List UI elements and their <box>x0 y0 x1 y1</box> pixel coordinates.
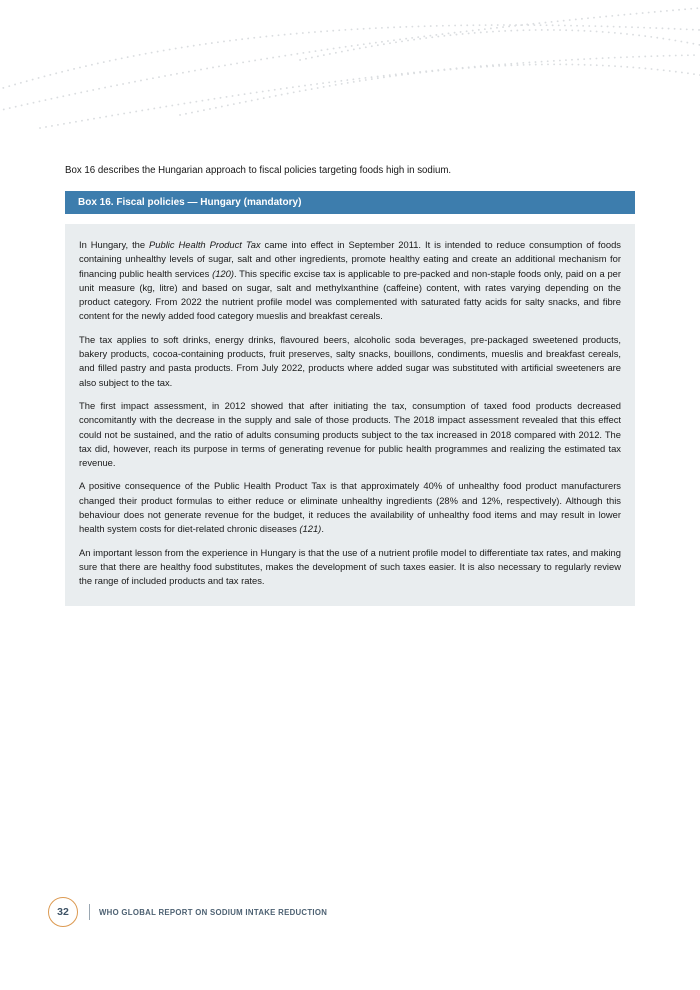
box-content <box>65 224 635 606</box>
box-paragraph: The first impact assessment, in 2012 showed that after initiating the tax, consumption of taxed food products decreased concomitantly with the decrease in the supply and sale of those products. The 2018 impact assessment revealed that this effect could not be sustained, and the ratio of adults consuming products subject to the tax increased in 2018 compared with 2012. The tax did, however, reach its purpose in terms of generating revenue for public health programmes and realizing the estimated tax revenue. <box>79 399 621 469</box>
report-title: WHO GLOBAL REPORT ON SODIUM INTAKE REDUCTION <box>99 907 328 917</box>
decorative-dots-pattern <box>0 0 700 140</box>
footer-divider <box>89 904 90 920</box>
box-title: Box 16. Fiscal policies — Hungary (mandatory) <box>78 197 302 208</box>
box-paragraph: In Hungary, the Public Health Product Tax came into effect in September 2011. It is intended to reduce consumption of foods containing unhealthy levels of sugar, salt and other ingredients, promote healthy eating and create an additional mechanism for financing public health services (120). This specific excise tax is applicable to pre-packed and non-staple foods only, paid on a per unit measure (kg, litre) and based on sugar, salt and methylxanthine (caffeine) content, with rates varying depending on the product category. From 2022 the nutrient profile model was complemented with saturated fatty acids for salty snacks, and fibre content for the newly added food category mueslis and breakfast cereals. <box>79 239 622 322</box>
box-title-bar <box>65 191 635 214</box>
page-number: 32 <box>57 906 69 918</box>
page-number-badge <box>48 897 78 927</box>
page-footer <box>48 897 327 927</box>
box-paragraph: A positive consequence of the Public Health Product Tax is that approximately 40% of unhealthy food product manufacturers changed their product formulas to either reduce or eliminate unhealthy ingredients (28% and 12%, respectively). Although this behaviour does not generate revenue for the budget, it reduces the availability of unhealthy food items and may result in lower health system costs for diet-related chronic diseases (121). <box>79 480 621 535</box>
box-paragraph: An important lesson from the experience in Hungary is that the use of a nutrient profile model to differentiate tax rates, and making sure that there are healthy food substitutes, makes the development of such taxes easier. It is also necessary to regularly review the range of included products and tax rates. <box>79 546 621 587</box>
intro-text: Box 16 describes the Hungarian approach to fiscal policies targeting foods high in sodium. <box>65 165 452 176</box>
box-paragraph: The tax applies to soft drinks, energy drinks, flavoured beers, alcoholic soda beverages, pre-packaged sweetened products, bakery products, cocoa-containing products, fruit preserves, salty snacks, bouillons, condiments, mueslis and breakfast cereals, and filled pastry and pasta products. From July 2022, products where added sugar was substituted with artificial sweeteners are also subject to the tax. <box>79 333 621 388</box>
